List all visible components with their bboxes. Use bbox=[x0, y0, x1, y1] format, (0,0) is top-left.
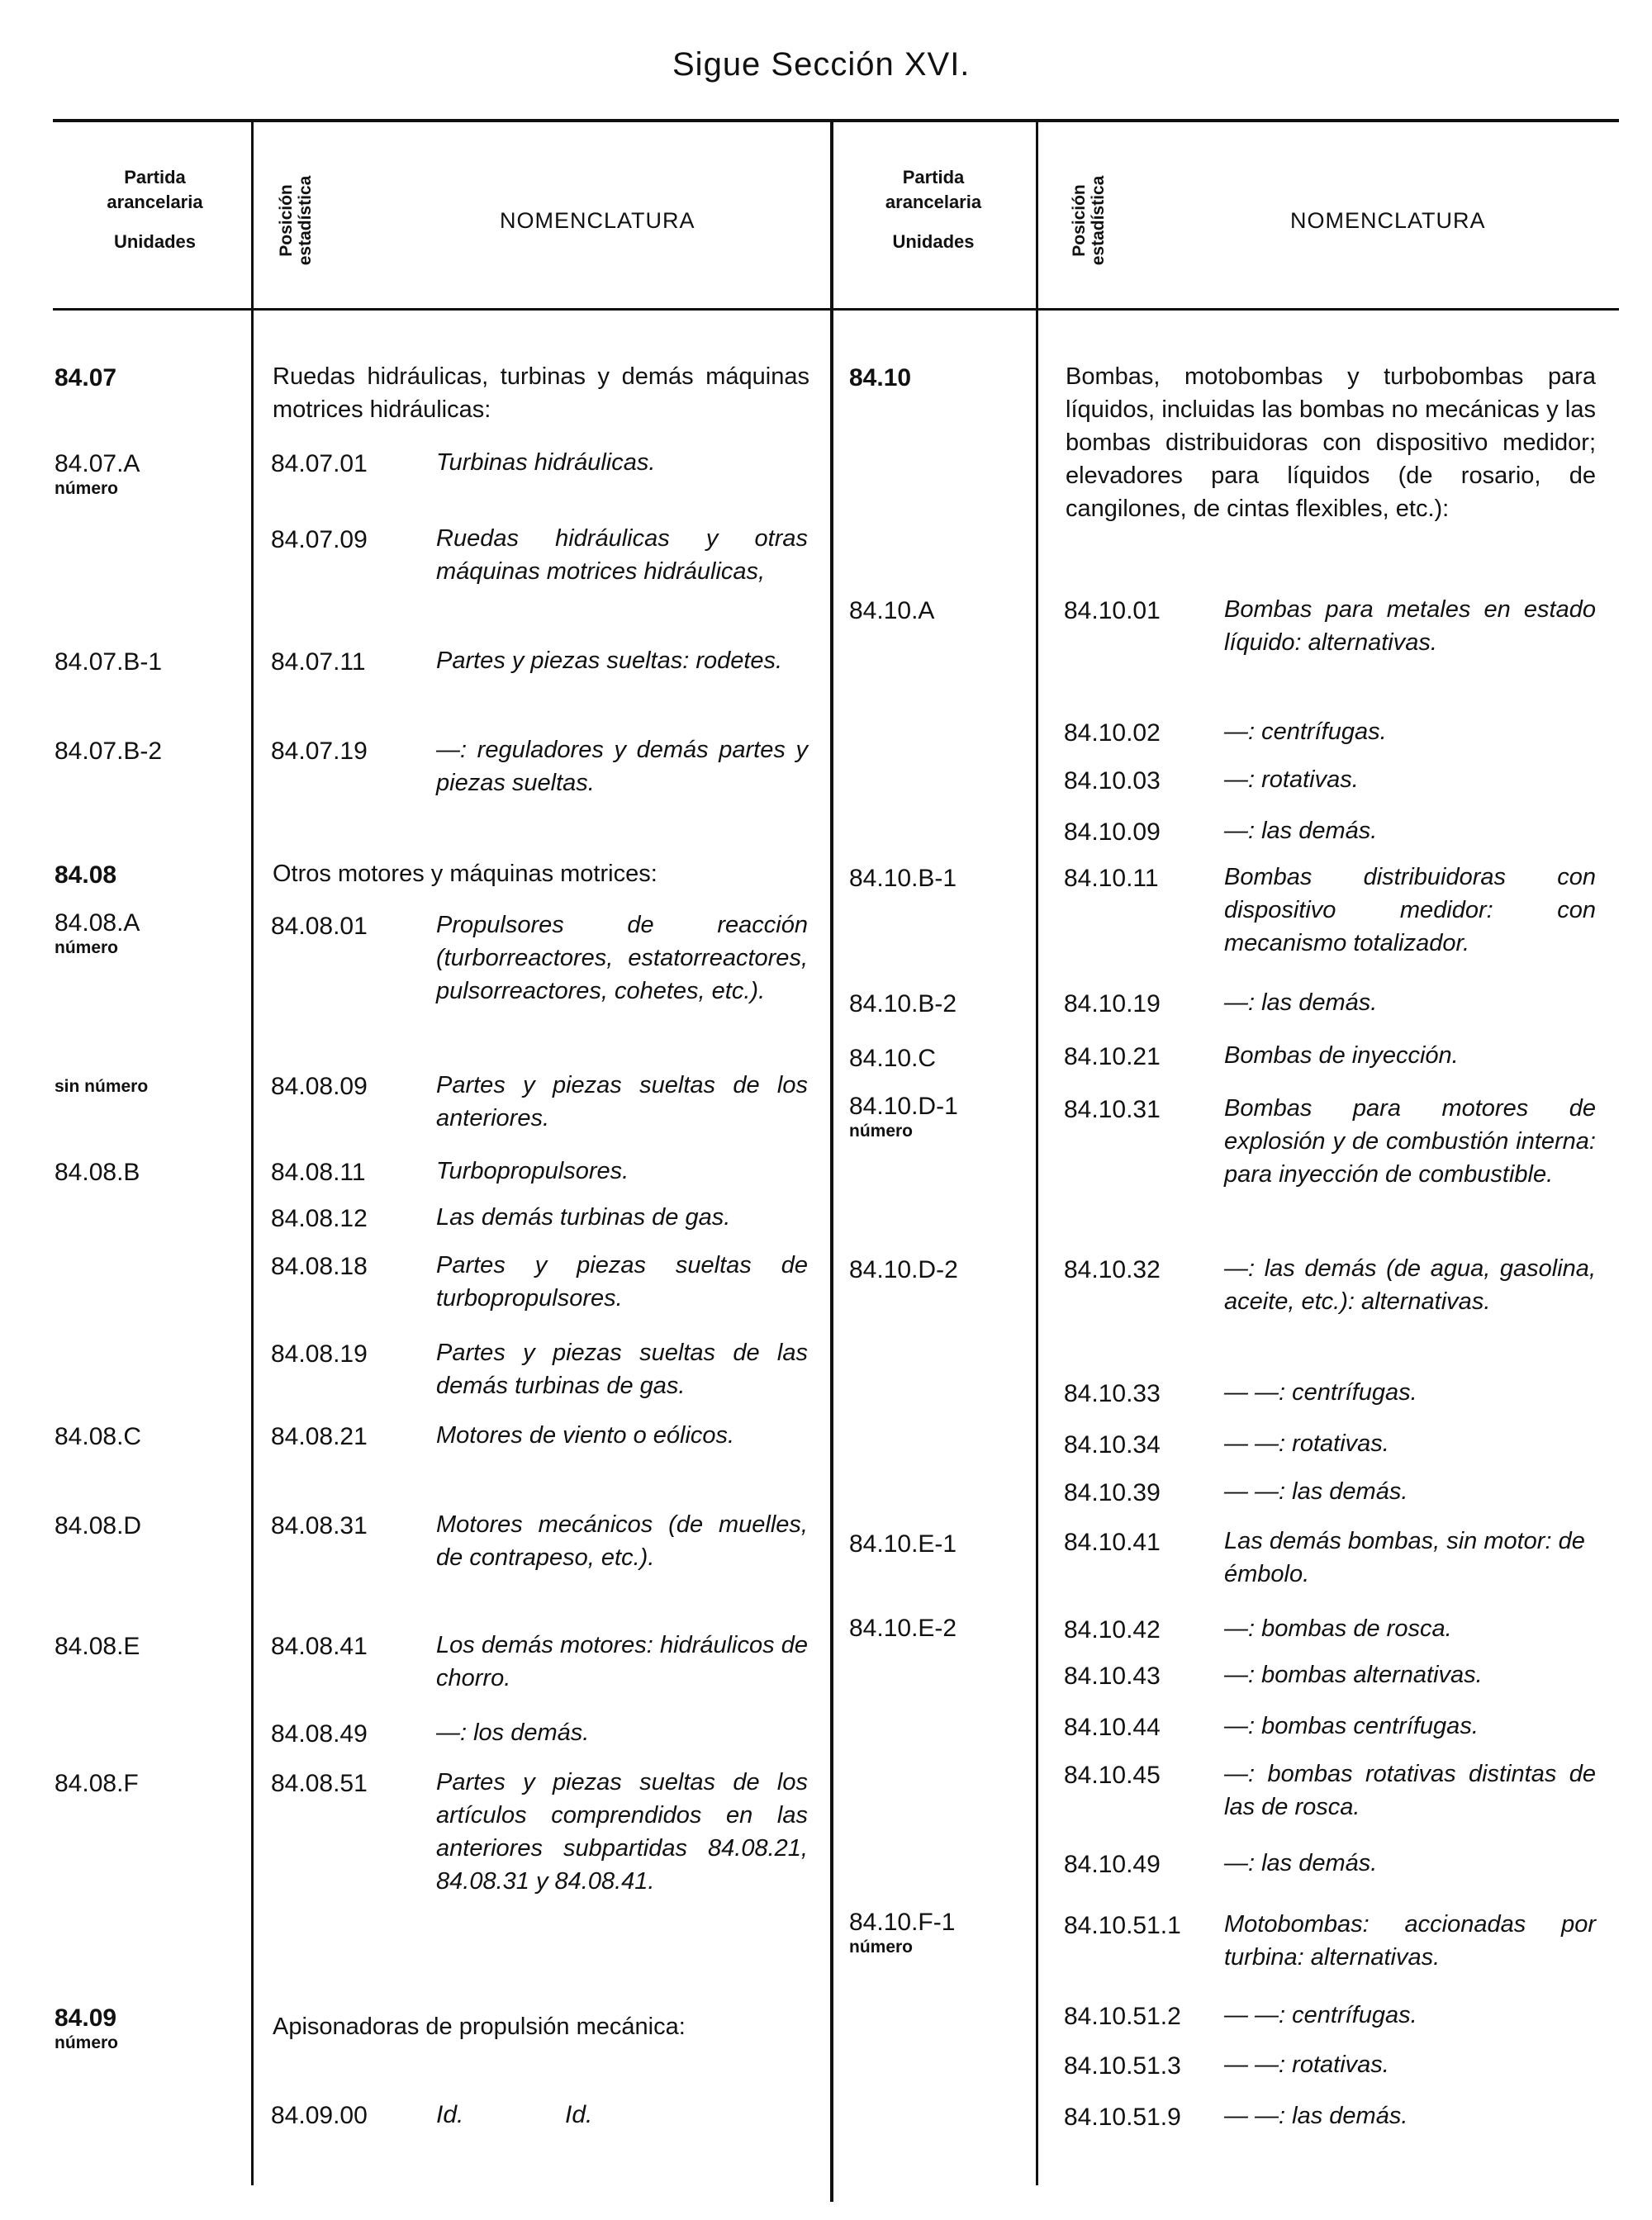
position-code: 84.07.11 bbox=[271, 648, 366, 676]
position-description: — —: centrífugas. bbox=[1224, 2002, 1417, 2028]
position-code: 84.10.51.1 bbox=[1064, 1912, 1181, 1939]
header-nomenclatura-right: NOMENCLATURA bbox=[1290, 208, 1486, 233]
position-code: 84.10.01 bbox=[1064, 597, 1161, 624]
position-description: — —: centrífugas. bbox=[1224, 1379, 1417, 1406]
header-posicion-left: Posición estadística bbox=[277, 175, 315, 266]
partida-code: 84.07.B-2 bbox=[55, 738, 163, 765]
partida-code: 84.10.B-2 bbox=[849, 990, 957, 1017]
position-description: Bombas para motores de explosión y de combustión interna: para inyección de combustible. bbox=[1224, 1095, 1596, 1188]
position-description-repeat: Id. bbox=[565, 2101, 593, 2128]
header-bottom-rule bbox=[53, 308, 1619, 311]
position-description: Bombas para metales en estado líquido: alternativas. bbox=[1224, 596, 1596, 656]
position-description: Motores mecánicos (de muelles, de contrapeso, etc.). bbox=[436, 1511, 808, 1571]
column-divider-3 bbox=[1036, 121, 1038, 2185]
partida-code: 84.08.F bbox=[55, 1770, 139, 1797]
position-code: 84.08.09 bbox=[271, 1073, 368, 1100]
partida-code: 84.10.D-2 bbox=[849, 1256, 958, 1283]
position-description: —: rotativas. bbox=[1224, 766, 1359, 793]
position-description: Partes y piezas sueltas de los anteriores. bbox=[436, 1072, 808, 1131]
position-code: 84.10.44 bbox=[1064, 1714, 1161, 1741]
position-code: 84.10.51.9 bbox=[1064, 2104, 1181, 2131]
position-description: Bombas distribuidoras con dispositivo medidor: con mecanismo totalizador. bbox=[1224, 864, 1596, 956]
position-description: Turbinas hidráulicas. bbox=[436, 449, 656, 476]
heading-description: Apisonadoras de propulsión mecánica: bbox=[273, 2014, 686, 2040]
position-code: 84.10.51.3 bbox=[1064, 2052, 1181, 2080]
position-description: —: bombas de rosca. bbox=[1224, 1615, 1452, 1642]
position-description: Partes y piezas sueltas de turbopropulsores. bbox=[436, 1252, 808, 1312]
position-description: Las demás bombas, sin motor: de émbolo. bbox=[1224, 1528, 1585, 1587]
partida-code: 84.07.A número bbox=[55, 450, 140, 498]
position-description: —: bombas centrífugas. bbox=[1224, 1713, 1479, 1739]
position-description: —: centrífugas. bbox=[1224, 719, 1387, 745]
position-code: 84.09.00 bbox=[271, 2102, 368, 2129]
position-description: — —: rotativas. bbox=[1224, 2052, 1389, 2078]
partida-code: 84.10.B-1 bbox=[849, 865, 957, 892]
position-description: —: los demás. bbox=[436, 1720, 590, 1746]
position-code: 84.10.31 bbox=[1064, 1096, 1161, 1123]
position-code: 84.08.01 bbox=[271, 913, 368, 940]
partida-unit: sin número bbox=[55, 1077, 149, 1096]
partida-code: 84.08.A número bbox=[55, 909, 140, 957]
position-description: Ruedas hidráulicas y otras máquinas motrices hidráulicas, bbox=[436, 525, 808, 585]
partida-code: 84.08.D bbox=[55, 1512, 142, 1539]
partida-code: 84.10.A bbox=[849, 597, 935, 624]
position-description: Partes y piezas sueltas de las demás turbinas de gas. bbox=[436, 1340, 808, 1399]
position-description: — —: las demás. bbox=[1224, 1478, 1408, 1505]
partida-code: 84.10.E-2 bbox=[849, 1615, 957, 1642]
header-partida-left: Partida arancelaria Unidades bbox=[107, 167, 203, 252]
position-description: —: las demás (de agua, gasolina, aceite, etc.): alternativas. bbox=[1224, 1255, 1596, 1315]
header-partida-right: Partida arancelaria Unidades bbox=[885, 167, 982, 252]
position-code: 84.10.02 bbox=[1064, 719, 1161, 747]
position-code: 84.10.39 bbox=[1064, 1479, 1161, 1506]
heading-description: Bombas, motobombas y turbobombas para líquidos, incluidas las bombas no mecánicas y las bombas distribuidoras con dispositivo medidor; elevadores para líquidos (de rosario, de cangilones, de cintas flexibles, etc.): bbox=[1066, 363, 1596, 522]
partida-code: 84.10.D-1 número bbox=[849, 1093, 958, 1141]
position-description: Id. bbox=[436, 2101, 464, 2128]
position-code: 84.08.49 bbox=[271, 1720, 368, 1748]
partida-code: 84.07.B-1 bbox=[55, 648, 163, 676]
position-code: 84.08.12 bbox=[271, 1205, 368, 1232]
position-code: 84.10.09 bbox=[1064, 818, 1161, 846]
position-code: 84.10.42 bbox=[1064, 1616, 1161, 1644]
partida-code: 84.08.B bbox=[55, 1159, 140, 1186]
position-description: Partes y piezas sueltas de los artículos comprendidos en las anteriores subpartidas 84.08.21, 84.08.31 y 84.08.41. bbox=[436, 1769, 808, 1895]
position-code: 84.10.45 bbox=[1064, 1762, 1161, 1789]
position-code: 84.10.11 bbox=[1064, 865, 1159, 892]
position-code: 84.08.19 bbox=[271, 1340, 368, 1368]
position-description: Bombas de inyección. bbox=[1224, 1042, 1459, 1069]
position-description: —: reguladores y demás partes y piezas sueltas. bbox=[436, 737, 808, 796]
position-code: 84.10.43 bbox=[1064, 1663, 1161, 1690]
position-code: 84.10.21 bbox=[1064, 1043, 1161, 1070]
position-code: 84.10.32 bbox=[1064, 1256, 1161, 1283]
header-posicion-right: Posición estadística bbox=[1070, 175, 1108, 266]
partida-code: 84.07 bbox=[55, 364, 117, 391]
position-code: 84.08.31 bbox=[271, 1512, 368, 1539]
top-rule bbox=[53, 119, 1619, 122]
partida-code: 84.08.C bbox=[55, 1423, 142, 1450]
position-code: 84.08.11 bbox=[271, 1159, 366, 1186]
position-code: 84.10.33 bbox=[1064, 1380, 1161, 1407]
position-description: — —: las demás. bbox=[1224, 2103, 1408, 2129]
partida-code: 84.10.E-1 bbox=[849, 1530, 957, 1558]
header-nomenclatura-left: NOMENCLATURA bbox=[500, 208, 695, 233]
position-description: Partes y piezas sueltas: rodetes. bbox=[436, 648, 783, 674]
column-divider-middle bbox=[830, 121, 833, 2202]
position-description: Los demás motores: hidráulicos de chorro. bbox=[436, 1632, 808, 1691]
position-description: —: las demás. bbox=[1224, 818, 1378, 844]
position-description: —: las demás. bbox=[1224, 989, 1378, 1016]
position-code: 84.10.41 bbox=[1064, 1529, 1161, 1556]
partida-code: 84.10 bbox=[849, 364, 912, 391]
position-code: 84.07.09 bbox=[271, 526, 368, 553]
partida-code: 84.10.F-1 número bbox=[849, 1909, 956, 1957]
partida-code: 84.09 número bbox=[55, 2004, 119, 2052]
position-code: 84.08.21 bbox=[271, 1423, 368, 1450]
position-description: Las demás turbinas de gas. bbox=[436, 1204, 731, 1231]
position-code: 84.07.01 bbox=[271, 450, 368, 477]
position-description: Propulsores de reacción (turborreactores, estatorreactores, pulsorreactores, cohetes, etc.). bbox=[436, 912, 808, 1004]
position-code: 84.10.51.2 bbox=[1064, 2003, 1181, 2030]
position-description: —: las demás. bbox=[1224, 1850, 1378, 1876]
heading-description: Otros motores y máquinas motrices: bbox=[273, 861, 657, 887]
position-description: — —: rotativas. bbox=[1224, 1430, 1389, 1457]
position-description: —: bombas alternativas. bbox=[1224, 1662, 1483, 1688]
position-code: 84.10.49 bbox=[1064, 1851, 1161, 1878]
partida-code: 84.08.E bbox=[55, 1633, 140, 1660]
partida-code: 84.10.C bbox=[849, 1045, 937, 1072]
partida-code: 84.08 bbox=[55, 861, 117, 889]
position-code: 84.07.19 bbox=[271, 738, 368, 765]
position-description: Turbopropulsores. bbox=[436, 1158, 629, 1184]
page-title: Sigue Sección XVI. bbox=[672, 46, 971, 83]
position-code: 84.08.18 bbox=[271, 1253, 368, 1280]
position-code: 84.08.51 bbox=[271, 1770, 368, 1797]
position-description: Motobombas: accionadas por turbina: alternativas. bbox=[1224, 1911, 1596, 1971]
position-description: Motores de viento o eólicos. bbox=[436, 1422, 735, 1449]
position-code: 84.10.03 bbox=[1064, 767, 1161, 795]
column-divider-1 bbox=[251, 121, 254, 2185]
position-code: 84.10.34 bbox=[1064, 1431, 1161, 1459]
heading-description: Ruedas hidráulicas, turbinas y demás máquinas motrices hidráulicas: bbox=[273, 363, 809, 423]
position-code: 84.10.19 bbox=[1064, 990, 1161, 1017]
position-description: —: bombas rotativas distintas de las de rosca. bbox=[1224, 1761, 1596, 1820]
position-code: 84.08.41 bbox=[271, 1633, 368, 1660]
